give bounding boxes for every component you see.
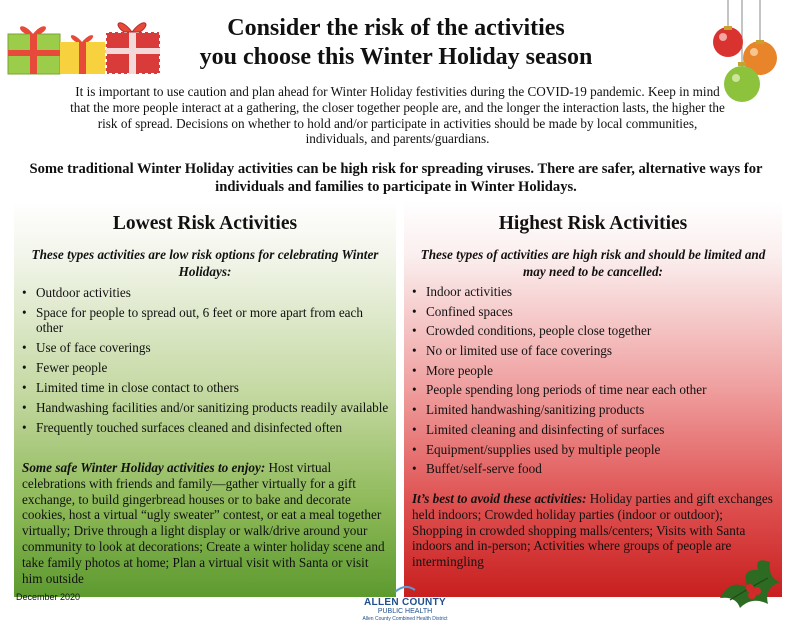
highest-risk-subtitle: These types of activities are high risk and should be limited and may need to be cancelled: — [420, 247, 766, 279]
list-item: • Handwashing facilities and/or sanitizing products readily available — [22, 400, 390, 416]
list-item: • Confined spaces — [412, 304, 776, 320]
footer-date: December 2020 — [16, 592, 81, 602]
safe-activities-text: Host virtual celebrations with friends and family—gather virtually for a gift exchange, to build gingerbread houses or to bake and decorate cookies, host a virtual “ugly sweater” contest, or eat a meal together virtually; Drive through a light display or walk/drive around your community to look at decorations; Create a winter holiday scene and take family photos at home; Plan a virtual visit with Santa or visit him outside — [22, 460, 385, 586]
title-line-2: you choose this Winter Holiday season — [199, 44, 593, 70]
list-item: • Fewer people — [22, 360, 390, 376]
gift-boxes-illustration — [4, 6, 164, 76]
safe-activities-label: Some safe Winter Holiday activities to enjoy: — [22, 460, 266, 475]
list-item: • Limited cleaning and disinfecting of surfaces — [412, 422, 776, 438]
list-item: • Indoor activities — [412, 284, 776, 300]
list-item: • Crowded conditions, people close together — [412, 323, 776, 339]
avoid-activities-label: It’s best to avoid these activities: — [412, 491, 587, 506]
lowest-risk-panel — [14, 201, 396, 597]
logo-swoosh-icon — [393, 585, 417, 593]
list-item: • People spending long periods of time near each other — [412, 382, 776, 398]
list-item: • No or limited use of face coverings — [412, 343, 776, 359]
list-item: • Use of face coverings — [22, 340, 390, 356]
list-item: • More people — [412, 363, 776, 379]
lowest-risk-heading: Lowest Risk Activities — [112, 213, 298, 234]
holly-illustration — [710, 548, 790, 610]
list-item: • Limited handwashing/sanitizing products — [412, 402, 776, 418]
list-item: • Buffet/self-serve food — [412, 461, 776, 477]
allen-county-logo — [350, 580, 460, 622]
list-item: • Limited time in close contact to others — [22, 380, 390, 396]
lowest-risk-subtitle: These types activities are low risk options for celebrating Winter Holidays: — [31, 247, 379, 279]
lowest-risk-list — [22, 285, 390, 440]
logo-line-1: ALLEN COUNTY — [364, 597, 446, 608]
list-item: • Space for people to spread out, 6 feet or more apart from each other — [22, 305, 390, 336]
highest-risk-heading: Highest Risk Activities — [498, 213, 688, 234]
highest-risk-list — [412, 284, 776, 481]
title-line-1: Consider the risk of the activities — [227, 15, 565, 41]
page-title — [160, 14, 632, 72]
avoid-activities-text: Holiday parties and gift exchanges held indoors; Crowded holiday parties (indoor or outdoor); Shopping in crowded shopping malls/centers; Visits with Santa indoors and in-person; Activities where groups of people are intermingling — [412, 491, 773, 570]
list-item: • Equipment/supplies used by multiple people — [412, 442, 776, 458]
highest-risk-panel — [404, 201, 782, 597]
list-item: • Outdoor activities — [22, 285, 390, 301]
logo-line-3: Allen County Combined Health District — [362, 616, 448, 622]
safe-activities-paragraph — [22, 460, 390, 586]
intro-paragraph: It is important to use caution and plan ahead for Winter Holiday festivities during the COVID-19 pandemic. Keep in mind that the more people interact at a gathering, the closer together people are, and the longer the interaction lasts, the higher the risk of spread. Decisions on whether to hold and/or participate in activities should be made by local communities, individuals, and parents/guardians. — [70, 84, 725, 147]
list-item: • Frequently touched surfaces cleaned and disinfected often — [22, 420, 390, 436]
logo-line-2: PUBLIC HEALTH — [377, 608, 433, 615]
lead-statement: Some traditional Winter Holiday activities can be high risk for spreading viruses. There are safer, alternative ways for individuals and families to participate in Winter Holidays. — [29, 161, 763, 195]
